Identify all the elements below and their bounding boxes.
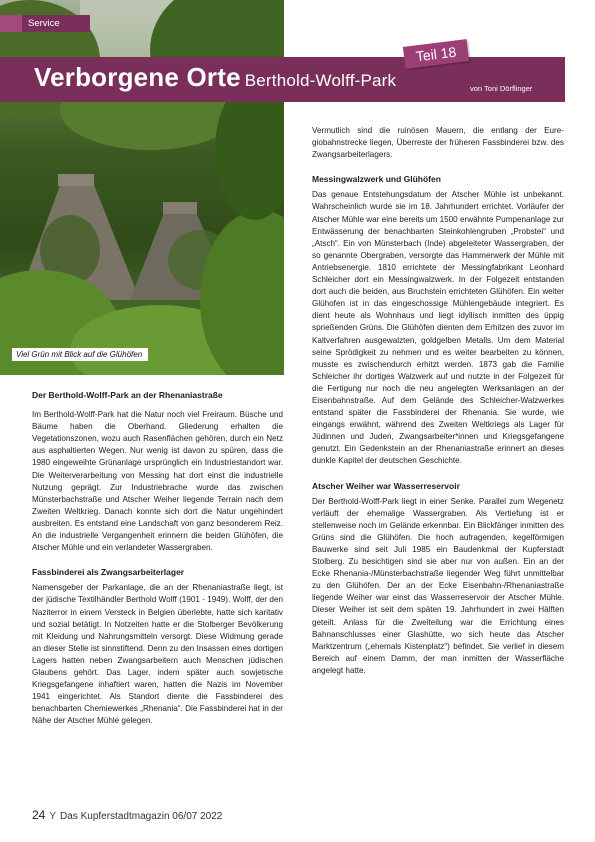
y-logo-icon: Y [49,811,57,822]
paragraph: Im Berthold-Wolff-Park hat die Natur noch viel Freiraum. Büsche und Bäume haben die Oberhand. Gliederung erhalten die Vegetationszonen, wozu auch Rasenflächen gehören, durch ein Netz aus asphaltierten Wegen. Nur wenig ist davon zu spüren, dass die 1980 eingeweihte Grünanlage ursprünglich ein Industriestandort war. Die Weiterverarbeitung von Messing hat dort einst die industrielle Nutzung geprägt. Zur Industriebrache wurde das zwischen Münsterbachstraße und Atscher Weiher liegende Terrain nach dem Zweiten Weltkrieg. Danach konnte sich dort die Natur ungehindert ausbreiten. Es entstand eine Landschaft von ganz besonderem Reiz. An die industrielle Vergangenheit erinnern die beiden Glühöfen, die Atscher Mühle und ein verlandeter Wassergraben. [32,410,283,553]
publication-name: Das Kupferstadtmagazin 06/07 2022 [60,811,223,822]
page-number: 24 [32,808,46,822]
author-byline: von Toni Dörflinger [470,84,533,93]
title-main: Verborgene Orte [34,62,241,92]
paragraph: Der Berthold-Wolff-Park liegt in einer Senke. Parallel zum Wegenetz verläuft der ehemalige Wassergraben. Als Vertiefung ist er stellenweise noch im Gelände erkennbar. Ein Blickfänger inmitten des Grüns sind die Glühöfen. Die hoch aufragenden, kegelförmigen Bauwerke sind seit Juli 1985 ein Baudenkmal der Kupferstadt Stolberg. Zu besichtigen sind sie aber nur von außen. Ein an der Ecke Rhenania-/Münsterbachstraße liegender Weg führt unmittelbar zu den Glühöfen. Der an der Ecke Eisenbahn-/Rhenaniastraße liegende Weiher war einst das Wasserreservoir der Atscher Mühle. Dieser Weiher ist seit dem späten 19. Jahrhundert in zwei Hälften geteilt. Anlass für die Zweiteilung war die Errichtung eines Bahnanschlusses einer Glashütte, wo sich heute das Atscher Marktzentrum („ehemals Kistenplatz“) befindet. Sie verlief in diesem Bereich auf einem Damm, der man inmitten der Wasserfläche angelegt hatte. [312,496,564,675]
left-column [32,389,283,739]
page-footer [32,808,222,822]
section-heading: Messingwalzwerk und Glühöfen [312,174,441,185]
section-tab: Service [0,15,90,32]
section-heading: Fassbinderei als Zwangsarbeiterlager [32,567,185,578]
paragraph: Namensgeber der Parkanlage, die an der Rhenaniastraße liegt, ist der jüdische Textilhändler Berthold Wolff (1901 - 1949). Wolff, der den Naziterror in einem Versteck in Belgien überlebte, hatte sich karitativ und sozial betätigt. In Notzeiten hatte er die Stolberger Bevölkerung mit Kleidung und Nahrungsmitteln versorgt. Diese Widmung gerade an dieser Stelle ist sinnstiftend. Denn zu den Insassen eines dortigen Lagers hatten neben Zwangsarbeitern auch Menschen jüdischen Glaubens gehört. Das Lager, indem später auch sowjetische Kriegsgefangene inhaftiert waren, hatten die Nazis im November 1941 eingerichtet. Als Standort diente die Fassbinderei des benachbarten Chemiewerkes „Rhenania“. Die Fassbinderei hat in der Nähe der Atscher Mühle gelegen. [32,583,283,726]
photo-caption: Viel Grün mit Blick auf die Glühöfen [12,348,148,361]
section-heading: Atscher Weiher war Wasserreservoir [312,480,460,491]
series-badge: Teil 18 [403,39,469,69]
title-subtitle: Berthold-Wolff-Park [244,71,397,90]
right-column [312,125,564,689]
paragraph: Das genaue Entstehungsdatum der Atscher Mühle ist unbekannt. Wahrscheinlich wurde sie im 18. Jahrhundert errichtet. Vorläufer der Atscher Mühle war eine bereits um 1500 erwähnte Pumpenanlage zur Entwässerung der benachbarten Steinkohlengruben „Probstei“ und „Atsch“. Ein von Münsterbach (Inde) abgeleiteter Wassergraben, der so genannte Obergraben, versorgte das Hammerwerk der Mühle mit Antriebsenergie. 1810 errichtete der Messingfabrikant Leonhard Schleicher dort ein Messingwalzwerk. In der Folgezeit entstanden dort auch die beiden, aus Bruchstein errichteten Glühöfen. Ein weiter Glühofen ist in das eingeschossige Mühlengebäude integriert. Es dient heute als Wohnhaus und liegt idyllisch inmitten des üppig sprießenden Grüns. Die Glühöfen dienten dem Erhitzen des zuvor im Kaltverfahren ausgewalzten, goldgelben Metalls. Um dem Material seine Sprödigkeit zu nehmen und es weiter bearbeiten zu können, musste es zwischendurch erhitzt werden. 1873 gab die Familie Schleicher ihr dortiges Walzwerk auf und nutzte in der Folgezeit für die Fertigung nur noch die neu angelegten Werksanlagen an der Eisenbahnstraße. Auf dem Gelände des Schleicher-Walzwerkes entstand später die Fassbinderei der Rhenania. Sie wurde, wie eingangs erwähnt, während des Zweiten Weltkriegs als Lager für Jüdinnen und Juden, Zwangsarbeiter*innen und Kriegsgefangene genutzt. Ein Gedenkstein an der Rhenaniastraße erinnert an dieses dunkle Kapitel der deutschen Geschichte. [312,190,564,466]
page-title [34,62,396,93]
paragraph: Vermutlich sind die ruinösen Mauern, die entlang der Euregiobahnstrecke liegen, Überreste der früheren Fassbinderei bzw. des Zwangsarbeiterlagers. [312,126,564,160]
section-heading: Der Berthold-Wolff-Park an der Rhenaniastraße [32,390,223,400]
